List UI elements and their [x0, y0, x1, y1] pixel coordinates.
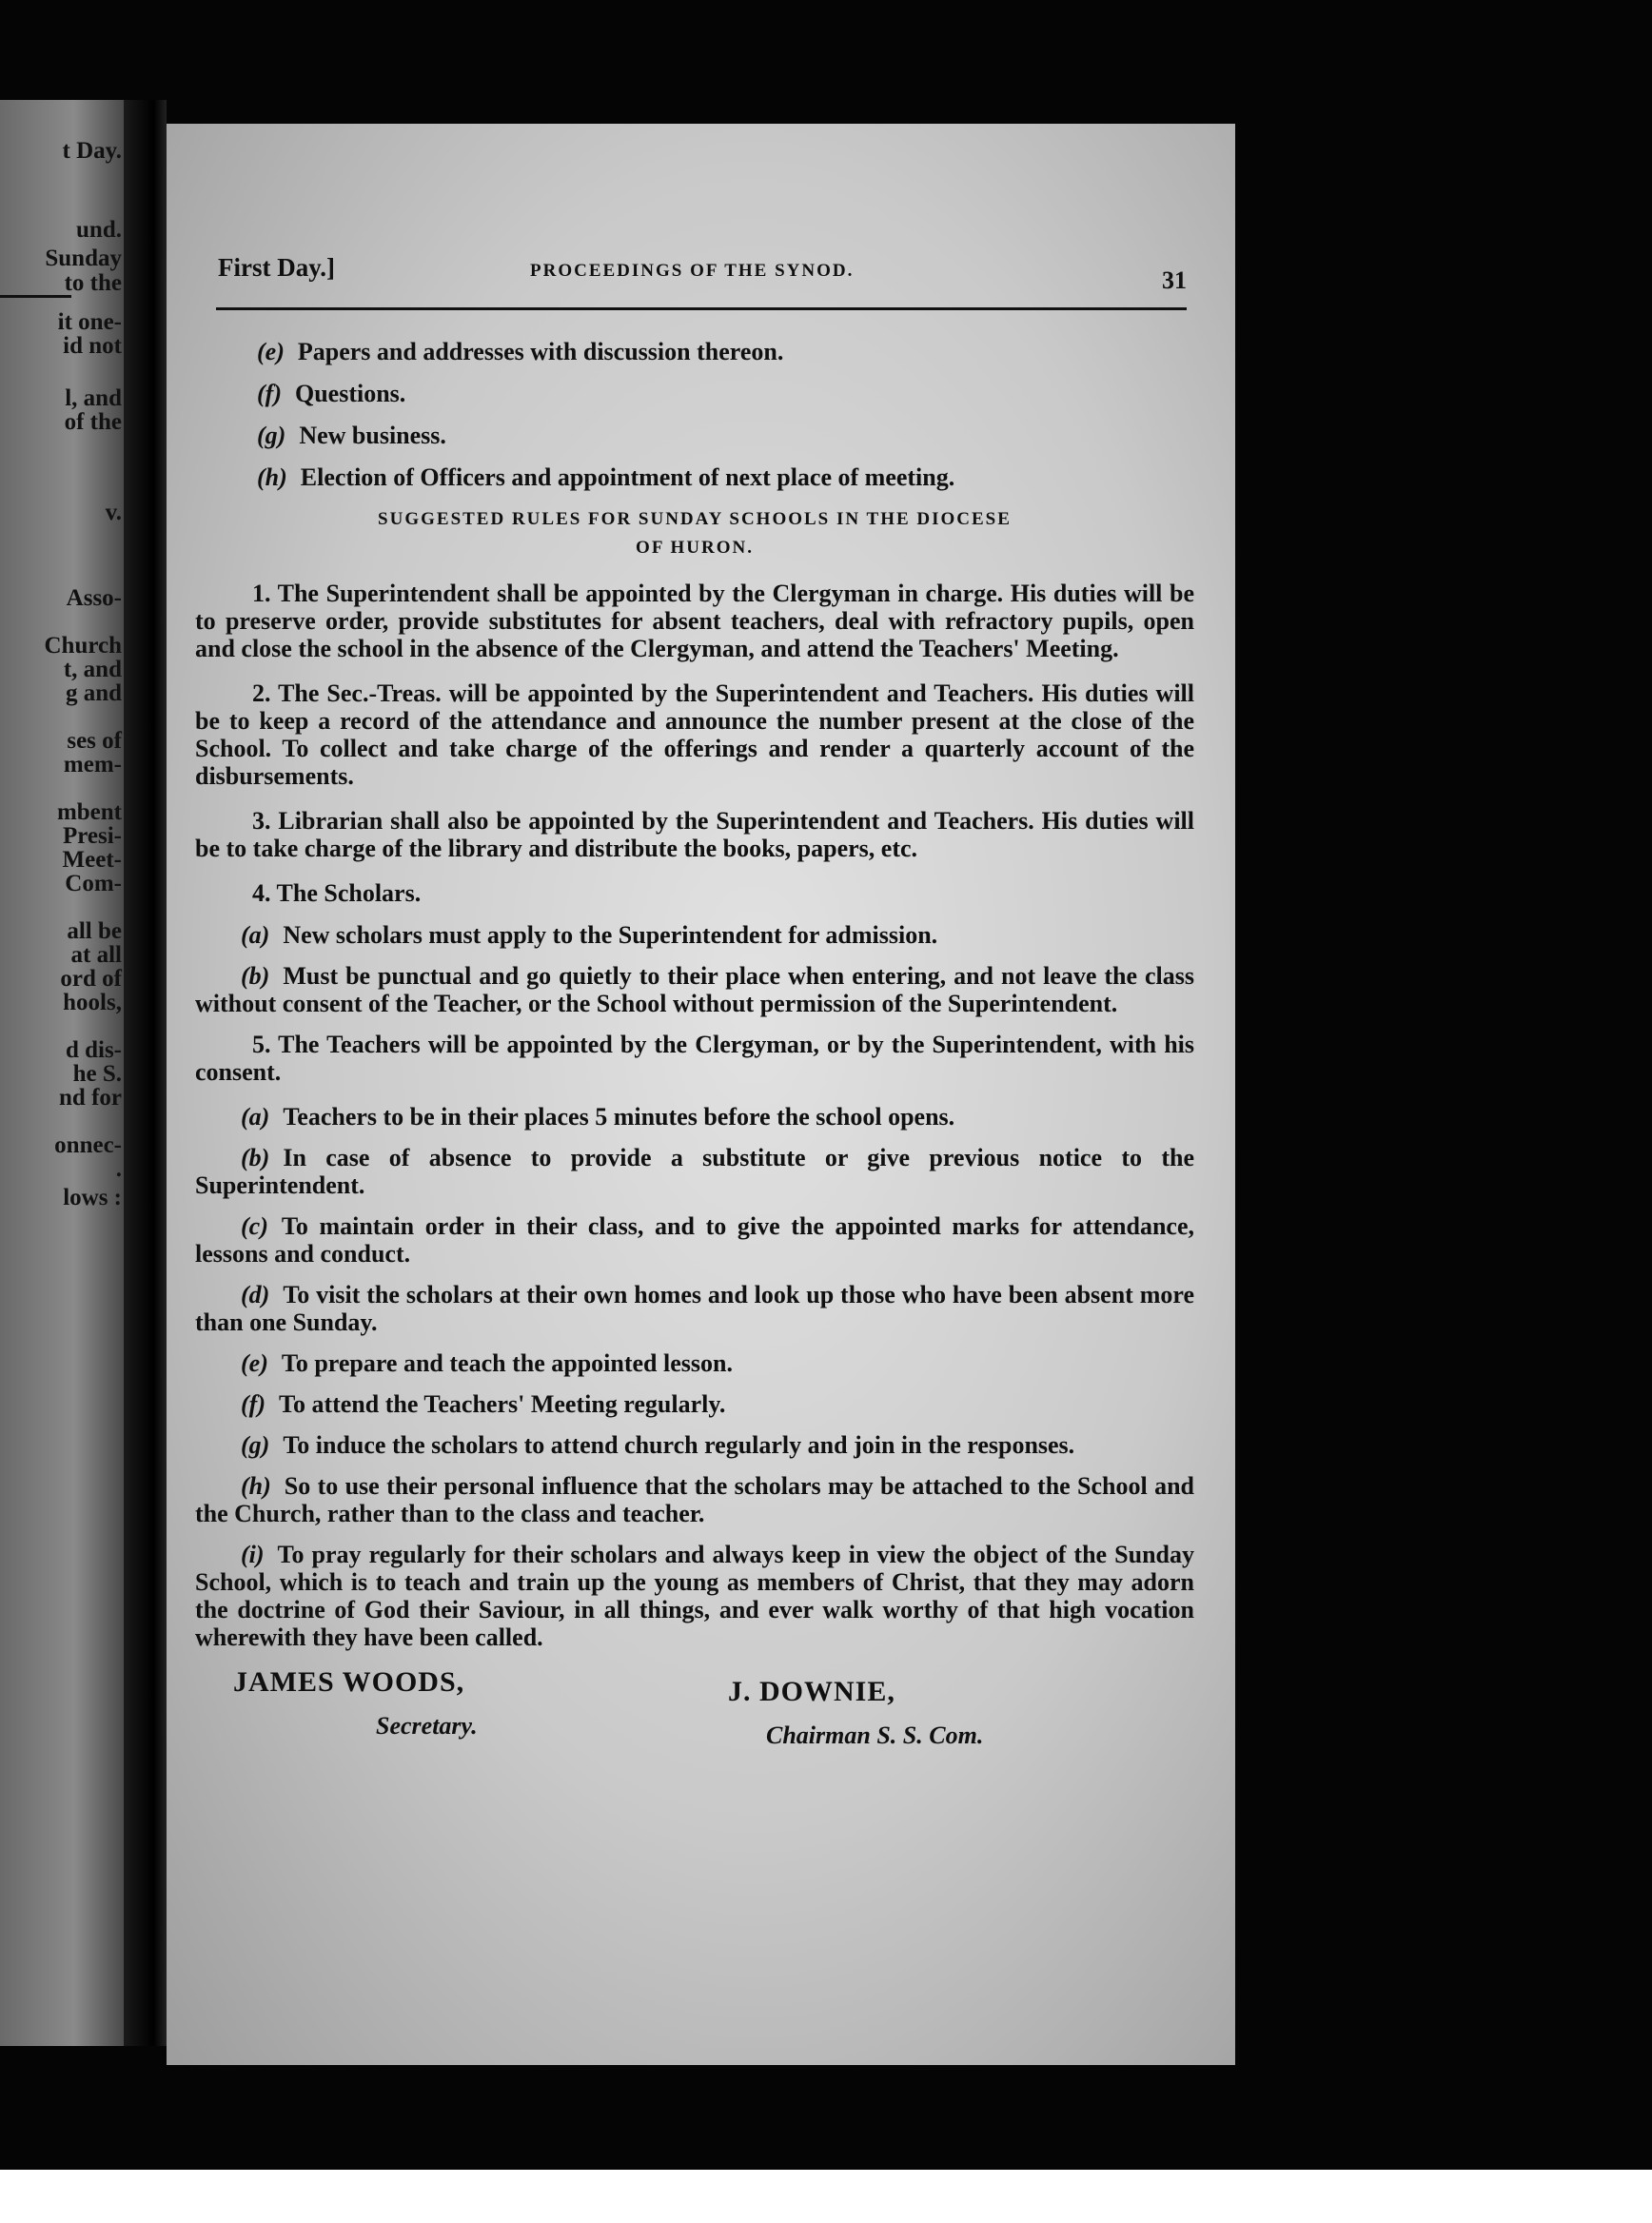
page-body	[195, 338, 1194, 1782]
section-title-line: SUGGESTED RULES FOR SUNDAY SCHOOLS IN THE DIOCESE	[378, 509, 1012, 529]
facing-page-text-fragment: Asso-	[66, 585, 122, 611]
secretary-name: JAMES WOODS,	[233, 1666, 465, 1698]
agenda-item-text: Papers and addresses with discussion thereon.	[297, 338, 784, 365]
teachers-subrule	[195, 1472, 1194, 1527]
facing-page-text-fragment: v.	[105, 500, 122, 525]
chairman-title: Chairman S. S. Com.	[766, 1721, 984, 1749]
facing-page-text-fragment: he S.	[72, 1061, 122, 1087]
facing-page-text-fragment: Sunday	[45, 246, 122, 271]
teachers-subrule-label: (f)	[241, 1390, 266, 1418]
document-page	[167, 124, 1235, 2065]
teachers-subrule-text: To induce the scholars to attend church regularly and join in the responses.	[283, 1431, 1075, 1459]
section-title	[195, 505, 1194, 562]
facing-page-text-fragment: ses of	[67, 728, 122, 754]
agenda-item-text: Questions.	[294, 380, 406, 407]
rule-paragraph: 3. Librarian shall also be appointed by the Superintendent and Teachers. His duties will be to take charge of the library and distribute the books, papers, etc.	[195, 807, 1194, 862]
teachers-subrule	[195, 1541, 1194, 1651]
teachers-subrule-text: To prepare and teach the appointed lesson.	[281, 1349, 733, 1377]
facing-page-text-fragment: nd for	[59, 1085, 122, 1111]
facing-page-text-fragment: l, and	[65, 385, 122, 411]
agenda-item	[195, 463, 1194, 491]
secretary-title: Secretary.	[376, 1712, 478, 1740]
agenda-item-label: (g)	[257, 422, 286, 449]
chairman-name: J. DOWNIE,	[728, 1676, 895, 1707]
facing-page-text-fragment: und.	[76, 217, 122, 243]
teachers-subrule-label: (i)	[241, 1541, 265, 1568]
teachers-subrule-text: To pray regularly for their scholars and always keep in view the object of the Sunday School, which is to teach and train up the young as members of Christ, that they may adorn the doctrine of God their Saviour, in all things, and ever walk worthy of that high vocation wherewith they have been called.	[195, 1541, 1194, 1651]
teachers-subrule-text: Teachers to be in their places 5 minutes before the school opens.	[283, 1103, 955, 1131]
facing-page-text-fragment: id not	[63, 333, 122, 359]
facing-page-text-fragment: t, and	[63, 657, 122, 682]
facing-page-text-fragment: ord of	[60, 966, 122, 992]
teachers-subrule	[195, 1103, 1194, 1131]
agenda-item	[195, 422, 1194, 449]
facing-page-text-fragment: t Day.	[62, 138, 122, 164]
agenda-item-label: (h)	[257, 463, 287, 491]
running-head-title: PROCEEDINGS OF THE SYNOD.	[530, 261, 855, 281]
agenda-item-label: (f)	[257, 380, 282, 407]
running-head	[216, 247, 1187, 295]
facing-page-text-fragment: to the	[64, 270, 122, 296]
facing-page-text-fragment: Presi-	[62, 823, 122, 849]
teachers-subrule	[195, 1431, 1194, 1459]
section-title-line: OF HURON.	[636, 538, 754, 558]
facing-page-text-fragment: hools,	[63, 990, 122, 1015]
rule-paragraph: 1. The Superintendent shall be appointed by the Clergyman in charge. His duties will be to preserve order, provide substitutes for absent teachers, deal with refractory pupils, open and close the school in the absence of the Clergyman, and attend the Teachers' Meeting.	[195, 580, 1194, 662]
teachers-subrule-label: (g)	[241, 1431, 270, 1459]
facing-page-text-fragment: it one-	[57, 309, 122, 335]
facing-page-text-fragment: onnec-	[54, 1132, 122, 1158]
scholars-heading: 4. The Scholars.	[252, 879, 422, 907]
facing-page-text-fragment: d dis-	[65, 1037, 122, 1063]
scholars-rule	[195, 962, 1194, 1017]
facing-page-text-fragment: Com-	[65, 871, 122, 896]
teachers-subrule-label: (d)	[241, 1281, 270, 1308]
signature-block	[195, 1668, 1194, 1782]
agenda-item	[195, 380, 1194, 407]
teachers-subrule-label: (a)	[241, 1103, 270, 1131]
teachers-subrule-label: (e)	[241, 1349, 268, 1377]
agenda-item-text: New business.	[299, 422, 446, 449]
teachers-subrule	[195, 1390, 1194, 1418]
scholars-rule-text: Must be punctual and go quietly to their place when entering, and not leave the class without consent of the Teacher, or the School without permission of the Superintendent.	[195, 962, 1194, 1017]
teachers-subrule	[195, 1212, 1194, 1268]
facing-page-text-fragment: Meet-	[62, 847, 122, 873]
facing-page-text-fragment: mbent	[56, 799, 122, 825]
scholars-rule-label: (b)	[241, 962, 270, 990]
teachers-subrule-label: (b)	[241, 1144, 270, 1171]
facing-page-text-fragment: .	[115, 1156, 122, 1182]
rule-paragraph: 2. The Sec.-Treas. will be appointed by the Superintendent and Teachers. His duties will be to keep a record of the attendance and announce the number present at the close of the School. To collect and take charge of the offerings and render a quarterly account of the disbursements.	[195, 679, 1194, 790]
facing-page-text-fragment: all be	[67, 918, 122, 944]
teachers-subrule-label: (c)	[241, 1212, 268, 1240]
teachers-subrule-label: (h)	[241, 1472, 271, 1500]
running-head-day: First Day.]	[218, 253, 335, 282]
facing-page-text-fragment: Church	[44, 633, 122, 659]
facing-page-edge	[0, 100, 124, 2046]
scholars-rule-text: New scholars must apply to the Superintendent for admission.	[283, 921, 938, 949]
teachers-subrule	[195, 1281, 1194, 1336]
scholars-rule-label: (a)	[241, 921, 270, 949]
facing-page-text-fragment: lows :	[63, 1185, 122, 1210]
teachers-subrule-text: So to use their personal influence that the scholars may be attached to the School and the Church, rather than to the class and teacher.	[195, 1472, 1194, 1527]
facing-page-text-fragment: of the	[64, 409, 122, 435]
agenda-item-label: (e)	[257, 338, 285, 365]
teachers-subrule	[195, 1349, 1194, 1377]
scholars-rule	[195, 921, 1194, 949]
agenda-item-text: Election of Officers and appointment of next place of meeting.	[300, 463, 955, 491]
facing-page-text-fragment: g and	[65, 680, 122, 706]
agenda-item	[195, 338, 1194, 365]
facing-page-text-fragment: at all	[70, 942, 122, 968]
teachers-rule: 5. The Teachers will be appointed by the Clergyman, or by the Superintendent, with his consent.	[195, 1031, 1194, 1086]
page-number: 31	[1162, 266, 1187, 294]
book-gutter	[124, 100, 167, 2046]
header-rule	[216, 307, 1187, 310]
teachers-subrule-text: To attend the Teachers' Meeting regularly.	[278, 1390, 726, 1418]
teachers-subrule	[195, 1144, 1194, 1199]
facing-page-text-fragment: mem-	[63, 752, 122, 777]
teachers-subrule-text: To maintain order in their class, and to give the appointed marks for attendance, lessons and conduct.	[195, 1212, 1194, 1268]
teachers-subrule-text: To visit the scholars at their own homes and look up those who have been absent more than one Sunday.	[195, 1281, 1194, 1336]
teachers-subrule-text: In case of absence to provide a substitute or give previous notice to the Superintendent.	[195, 1144, 1194, 1199]
